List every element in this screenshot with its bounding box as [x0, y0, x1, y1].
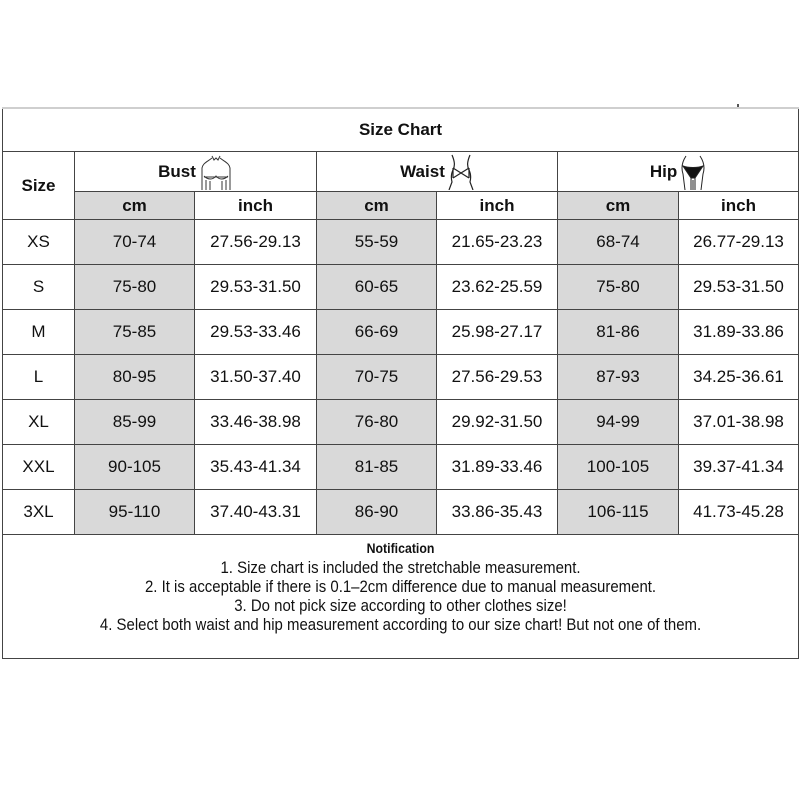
waist-inch-cell: 31.89-33.46: [437, 445, 558, 490]
waist-inch-cell: 33.86-35.43: [437, 490, 558, 535]
bust-inch-cell: 37.40-43.31: [195, 490, 317, 535]
waist-cm-cell: 86-90: [317, 490, 437, 535]
bust-inch-cell: 27.56-29.13: [195, 220, 317, 265]
hip-cm-cell: 75-80: [558, 265, 679, 310]
table-row: [3, 265, 799, 310]
bust-inch-cell: 35.43-41.34: [195, 445, 317, 490]
waist-inch-header: inch: [437, 192, 558, 220]
size-cell: M: [3, 310, 75, 355]
hip-cm-header: cm: [558, 192, 679, 220]
size-chart-table: [2, 107, 799, 659]
bust-cm-cell: 95-110: [75, 490, 195, 535]
size-cell: XS: [3, 220, 75, 265]
hip-inch-cell: 34.25-36.61: [679, 355, 799, 400]
bust-cm-cell: 75-80: [75, 265, 195, 310]
table-row: [3, 400, 799, 445]
hip-inch-cell: 26.77-29.13: [679, 220, 799, 265]
hip-cm-cell: 81-86: [558, 310, 679, 355]
hip-cm-cell: 106-115: [558, 490, 679, 535]
waist-cm-cell: 70-75: [317, 355, 437, 400]
size-cell: XL: [3, 400, 75, 445]
notification-line: 4. Select both waist and hip measurement according to our size chart! But not one of them.: [99, 615, 702, 634]
waist-label: Waist: [400, 161, 445, 181]
table-row: [3, 310, 799, 355]
bust-inch-cell: 31.50-37.40: [195, 355, 317, 400]
notification-line: 1. Size chart is included the stretchable measurement.: [220, 558, 581, 577]
bust-inch-cell: 29.53-33.46: [195, 310, 317, 355]
waist-inch-cell: 21.65-23.23: [437, 220, 558, 265]
table-row: [3, 220, 799, 265]
notification-line: 3. Do not pick size according to other clothes size!: [234, 596, 567, 615]
hip-inch-cell: 41.73-45.28: [679, 490, 799, 535]
bust-cm-cell: 70-74: [75, 220, 195, 265]
bust-group-header: [75, 152, 317, 192]
bust-label: Bust: [158, 161, 196, 181]
waist-inch-cell: 25.98-27.17: [437, 310, 558, 355]
hip-inch-cell: 39.37-41.34: [679, 445, 799, 490]
waist-group-header: [317, 152, 558, 192]
bust-cm-cell: 90-105: [75, 445, 195, 490]
waist-cm-cell: 66-69: [317, 310, 437, 355]
hip-cm-cell: 100-105: [558, 445, 679, 490]
chart-title: Size Chart: [3, 108, 799, 152]
hip-inch-cell: 31.89-33.86: [679, 310, 799, 355]
hip-cm-cell: 94-99: [558, 400, 679, 445]
waist-inch-cell: 23.62-25.59: [437, 265, 558, 310]
bust-cm-header: cm: [75, 192, 195, 220]
hip-inch-cell: 37.01-38.98: [679, 400, 799, 445]
table-row: [3, 490, 799, 535]
hip-figure-icon: [680, 154, 706, 190]
bust-cm-cell: 80-95: [75, 355, 195, 400]
bust-inch-cell: 33.46-38.98: [195, 400, 317, 445]
waist-inch-cell: 29.92-31.50: [437, 400, 558, 445]
waist-cm-cell: 60-65: [317, 265, 437, 310]
waist-cm-cell: 81-85: [317, 445, 437, 490]
waist-cm-header: cm: [317, 192, 437, 220]
hip-label: Hip: [649, 161, 678, 181]
hip-group-header: [558, 152, 799, 192]
bust-cm-cell: 75-85: [75, 310, 195, 355]
waist-figure-icon: [448, 154, 474, 190]
hip-cm-cell: 87-93: [558, 355, 679, 400]
size-cell: XXL: [3, 445, 75, 490]
bust-cm-cell: 85-99: [75, 400, 195, 445]
waist-cm-cell: 76-80: [317, 400, 437, 445]
waist-inch-cell: 27.56-29.53: [437, 355, 558, 400]
bust-figure-icon: [199, 154, 233, 190]
size-cell: 3XL: [3, 490, 75, 535]
size-cell: S: [3, 265, 75, 310]
bust-inch-cell: 29.53-31.50: [195, 265, 317, 310]
table-row: [3, 445, 799, 490]
notification-panel: [3, 535, 799, 659]
notification-title: Notification: [366, 540, 435, 556]
table-row: [3, 355, 799, 400]
notification-line: 2. It is acceptable if there is 0.1–2cm difference due to manual measurement.: [144, 577, 657, 596]
size-column-header: Size: [3, 152, 75, 220]
waist-cm-cell: 55-59: [317, 220, 437, 265]
size-cell: L: [3, 355, 75, 400]
hip-inch-cell: 29.53-31.50: [679, 265, 799, 310]
hip-cm-cell: 68-74: [558, 220, 679, 265]
bust-inch-header: inch: [195, 192, 317, 220]
hip-inch-header: inch: [679, 192, 799, 220]
